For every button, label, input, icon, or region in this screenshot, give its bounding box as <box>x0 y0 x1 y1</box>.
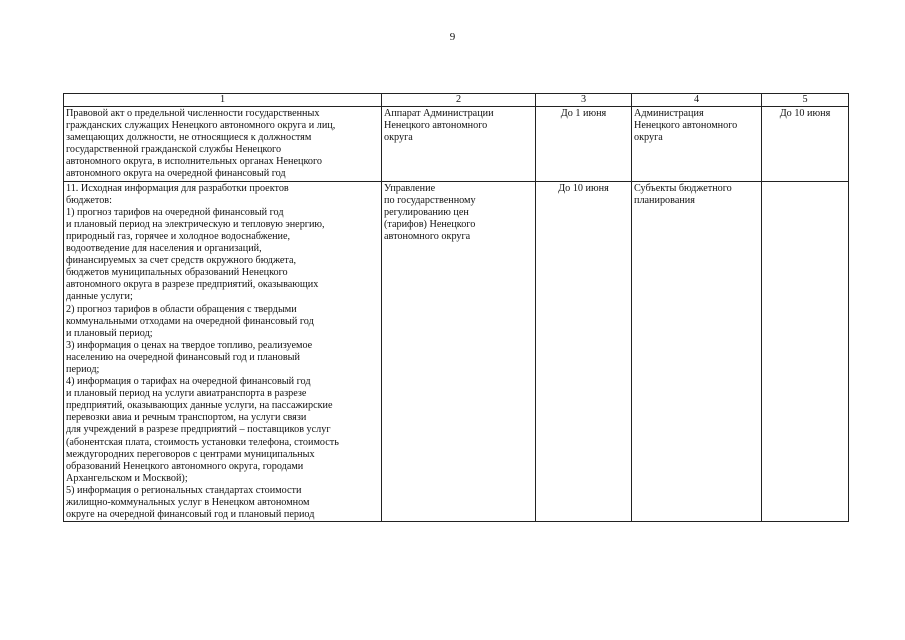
table-header-row <box>64 94 849 107</box>
responsible-executor-cell <box>382 107 536 182</box>
cell-text-line: по государственному <box>384 194 476 206</box>
cell-text-line: 5) информация о региональных стандартах стоимости <box>66 484 302 496</box>
cell-text-line: автономного округа в разрезе предприятий, оказывающих <box>66 279 319 291</box>
cell-text-line: период; <box>66 363 100 375</box>
cell-text-line: округа <box>384 132 413 144</box>
table-row <box>64 181 849 522</box>
cell-text-line: 2) прогноз тарифов в области обращения с твердыми <box>66 303 297 315</box>
header-cell-1: 1 <box>64 94 382 107</box>
cell-text-line: и плановый период на услуги авиатранспорта в разрезе <box>66 388 307 400</box>
cell-text-line: 4) информация о тарифах на очередной финансовый год <box>66 376 311 388</box>
cell-text-line: междугородних переговоров с центрами муниципальных <box>66 448 315 460</box>
cell-text-line: автономного округа, в исполнительных органах Ненецкого <box>66 156 323 168</box>
cell-text-line: автономного округа на очередной финансовый год <box>66 168 286 180</box>
cell-text-line: для учреждений в разрезе предприятий – поставщиков услуг <box>66 424 331 436</box>
document-name-cell <box>64 107 382 182</box>
cell-text-line: коммунальными отходами на очередной финансовый год <box>66 315 314 327</box>
cell-text-line: финансируемых за счет средств окружного бюджета, <box>66 255 297 267</box>
cell-text-line: округе на очередной финансовый год и плановый период <box>66 509 315 521</box>
cell-text-line: Аппарат Администрации <box>384 108 494 119</box>
cell-text-line: бюджетов: <box>66 194 112 206</box>
cell-text-line: и плановый период на электрическую и тепловую энергию, <box>66 218 325 230</box>
cell-text-line: водоотведение для населения и организаций, <box>66 243 262 255</box>
header-cell-4: 4 <box>632 94 762 107</box>
recipient-cell <box>632 107 762 182</box>
cell-text-line: населению на очередной финансовый год и плановый <box>66 351 300 363</box>
table-row <box>64 107 849 182</box>
cell-text-line: 11. Исходная информация для разработки проектов <box>66 182 289 194</box>
cell-text-line: и плановый период; <box>66 327 153 339</box>
cell-text-line: данные услуги; <box>66 291 133 303</box>
recipient-cell <box>632 181 762 522</box>
cell-text-line: перевозки авиа и речным транспортом, на услуги связи <box>66 412 307 424</box>
cell-text-line: Правовой акт о предельной численности государственных <box>66 108 320 119</box>
header-cell-2: 2 <box>382 94 536 107</box>
cell-text-line: жилищно-коммунальных услуг в Ненецком автономном <box>66 497 310 508</box>
cell-text-line: округа <box>634 132 663 144</box>
cell-text-line: природный газ, горячее и холодное водоснабжение, <box>66 230 291 242</box>
cell-text-line: Ненецкого автономного <box>384 120 488 132</box>
cell-text-line: (абонентская плата, стоимость установки телефона, стоимость <box>66 436 339 448</box>
cell-text-line: 1) прогноз тарифов на очередной финансовый год <box>66 206 284 218</box>
recipient-deadline-cell <box>762 181 849 522</box>
document-name-cell <box>64 181 382 522</box>
cell-text-line: гражданских служащих Ненецкого автономного округа и лиц, <box>66 120 336 132</box>
cell-text-line: Управление <box>384 182 436 194</box>
cell-text-line: Архангельском и Москвой); <box>66 472 188 484</box>
cell-text-line: предприятий, оказывающих данные услуги, на пассажирские <box>66 400 333 412</box>
planning-table <box>63 93 849 522</box>
responsible-executor-cell <box>382 181 536 522</box>
deadline-cell: До 1 июня <box>536 107 632 182</box>
cell-text-line: государственной гражданской службы Ненецкого <box>66 144 282 156</box>
cell-text-line: Ненецкого автономного <box>634 120 738 132</box>
deadline-cell: До 10 июня <box>536 181 632 522</box>
cell-text-line: 3) информация о ценах на твердое топливо, реализуемое <box>66 339 313 351</box>
cell-text-line: замещающих должности, не относящиеся к должностям <box>66 132 312 144</box>
cell-text-line: бюджетов муниципальных образований Ненецкого <box>66 267 288 279</box>
header-cell-3: 3 <box>536 94 632 107</box>
header-cell-5: 5 <box>762 94 849 107</box>
cell-text-line: планирования <box>634 194 695 206</box>
page-number: 9 <box>449 31 456 43</box>
cell-text-line: образований Ненецкого автономного округа, городами <box>66 460 304 472</box>
cell-text-line: Администрация <box>634 108 704 119</box>
cell-text-line: Субъекты бюджетного <box>634 182 732 194</box>
cell-text-line: (тарифов) Ненецкого <box>384 218 476 230</box>
recipient-deadline-cell: До 10 июня <box>762 107 849 182</box>
cell-text-line: регулированию цен <box>384 206 469 218</box>
cell-text-line: автономного округа <box>384 230 471 242</box>
